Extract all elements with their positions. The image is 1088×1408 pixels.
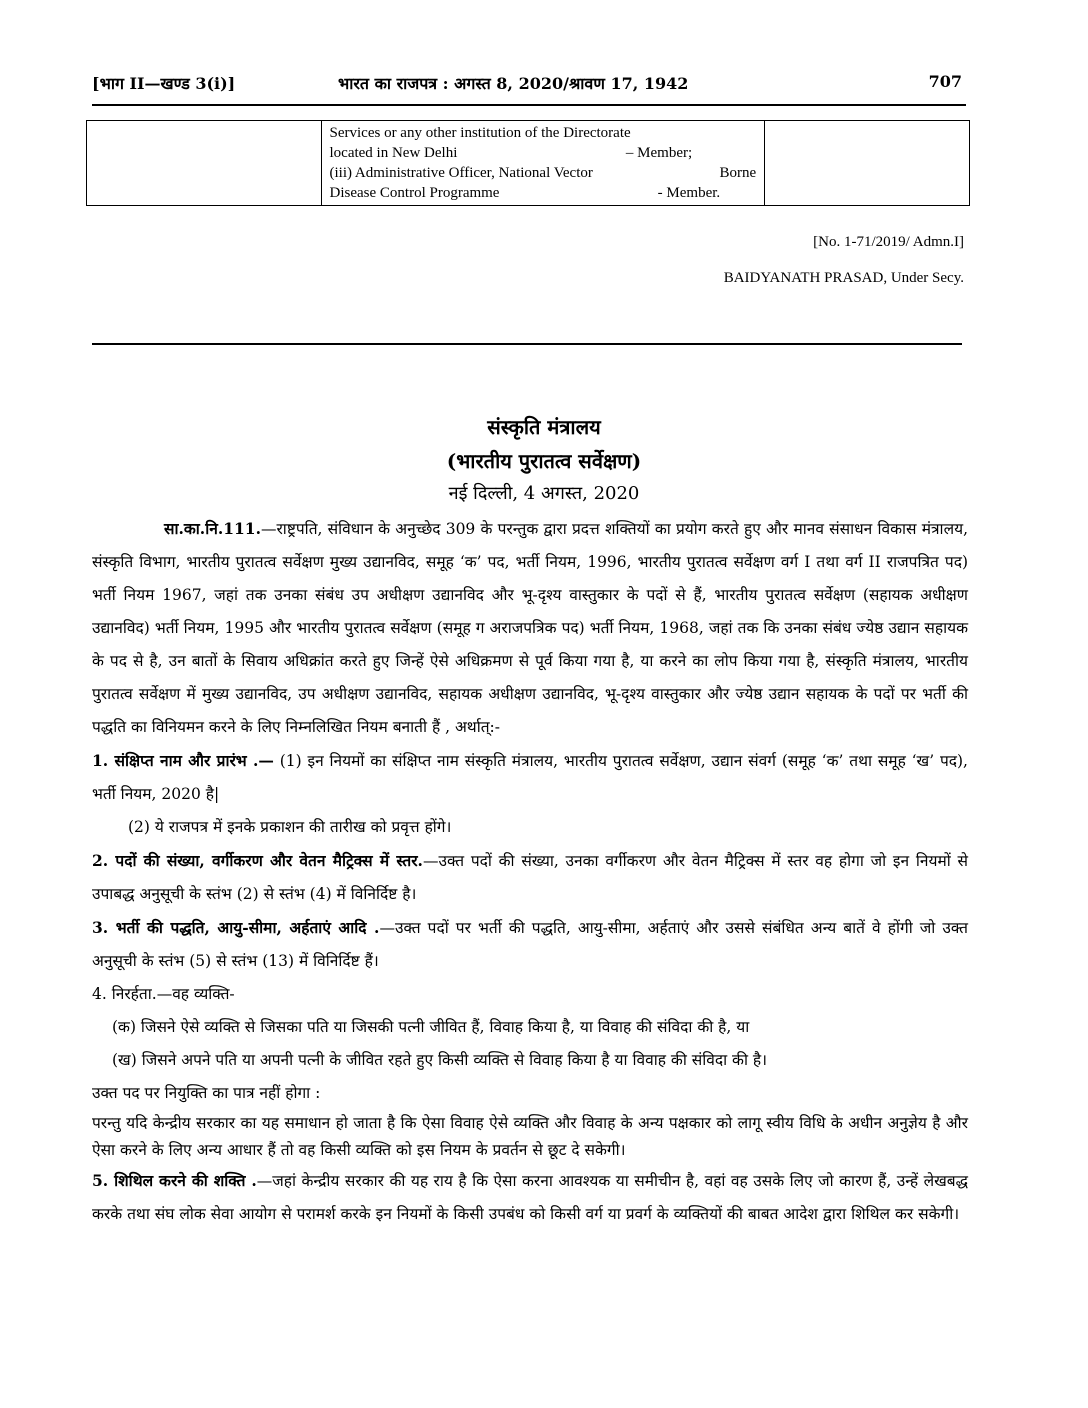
signatory: BAIDYANATH PRASAD, Under Secy. [723,270,964,286]
notification-number: सा.का.नि.111. [164,519,261,538]
rule-1-heading: 1. संक्षिप्त नाम और प्रारंभ .— [92,751,274,770]
table-line-role: – Member; [625,145,693,161]
rule-5-text: —जहां केन्द्रीय सरकार की यह राय है कि ऐसा करना आवश्यक या समीचीन है, वहां वह उसके लिए जो कारण हैं, उन्हें लेखबद्ध करके तथा संघ लोक सेवा आयोग से परामर्श करके इन नियमों के किसी उपबंध को किसी वर्ग या प्रवर्ग के व्यक्तियों की बाबत आदेश द्वारा शिथिल कर सकेगी। [92,1172,968,1223]
table-line-text: (iii) Administrative Officer, National Vector [329,165,593,181]
rule-3-text: —उक्त पदों पर भर्ती की पद्धति, आयु-सीमा, अर्हताएं और उससे संबंधित अन्य बातें वे होंगी जो उक्त अनुसूची के स्तंभ (5) से स्तंभ (13) में विनिर्दिष्ट हैं। [92,919,969,970]
table-cell-members [321,121,765,206]
rule-3-heading: 3. भर्ती की पद्धति, आयु-सीमा, अर्हताएं आदि . [92,918,380,937]
rule-4-text: —वह व्यक्ति- [156,985,235,1003]
rule-4-proviso: परन्तु यदि केन्द्रीय सरकार का यह समाधान हो जाता है कि ऐसा विवाह ऐसे व्यक्ति और विवाह के अन्य पक्षकार को लागू स्वीय विधि के अधीन अनुज्ञेय है और ऐसा करने के लिए अन्य आधार हैं तो वह किसी व्यक्ति को इस नियम के प्रवर्तन से छूट दे सकेगी। [92,1114,968,1159]
table-line-text: Disease Control Programme [329,185,500,201]
rule-1-sub-2: (2) ये राजपत्र में इनके प्रकाशन की तारीख को प्रवृत्त होंगे। [128,818,452,836]
header-divider [92,104,966,106]
ministry-title: संस्कृति मंत्रालय [487,415,601,439]
rule-3 [92,911,968,978]
table-line-text: Services or any other institution of the Directorate [329,125,631,141]
preamble-paragraph [92,512,968,744]
table-row [87,121,970,206]
table-line [330,183,757,203]
table-cell-empty-right [765,121,970,206]
gazette-part-label: [भाग II—खण्ड 3(i)] [92,74,236,93]
table-line-role: - Member. [657,185,721,201]
table-line [330,143,757,163]
table-cell-empty-left [87,121,322,206]
rule-4-clause-a: (क) जिसने ऐसे व्यक्ति से जिसका पति या जिसकी पत्नी जीवित हैं, विवाह किया है, या विवाह की संविदा की है, या [112,1018,750,1036]
continuation-table [86,120,970,206]
rule-4 [92,978,968,1011]
table-line-text: located in New Delhi [329,145,458,161]
gazette-title-date: भारत का राजपत्र : अगस्त 8, 2020/श्रावण 17, 1942 [338,74,689,93]
rule-5-heading: 5. शिथिल करने की शक्ति . [92,1171,257,1190]
department-title: (भारतीय पुरातत्व सर्वेक्षण) [446,449,642,473]
place-date: नई दिल्ली, 4 अगस्त, 2020 [448,483,640,504]
rule-2-text: —उक्त पदों की संख्या, उनका वर्गीकरण और वेतन मैट्रिक्स में स्तर वह होगा जो इन नियमों से उपाबद्ध अनुसूची के स्तंभ (2) से स्तंभ (4) में विनिर्दिष्ट है। [92,852,968,903]
reference-number: [No. 1-71/2019/ Admn.I] [813,234,964,250]
rule-2-heading: 2. पदों की संख्या, वर्गीकरण और वेतन मैट्रिक्स में स्तर. [92,851,423,870]
preamble-text: —राष्ट्रपति, संविधान के अनुच्छेद 309 के परन्तुक द्वारा प्रदत्त शक्तियों का प्रयोग करते हुए और मानव संसाधन विकास मंत्रालय, संस्कृति विभाग, भारतीय पुरातत्व सर्वेक्षण मुख्य उद्यानविद, समूह ‘क’ पद, भर्ती नियम, 1996, भारतीय पुरातत्व सर्वेक्षण वर्ग I तथा वर्ग II राजपत्रित पद) भर्ती नियम 1967, जहां तक उनका संबंध उप अधीक्षण उद्यानविद और भू-दृश्य वास्तुकार के पदों से हैं, भारतीय पुरातत्व सर्वेक्षण (सहायक अधीक्षण उद्यानविद) भर्ती नियम, 1995 और भारतीय पुरातत्व सर्वेक्षण (समूह ग अराजपत्रिक पद) भर्ती नियम, 1968, जहां तक कि उनका संबंध ज्येष्ठ उद्यान सहायक के पद से है, उन बातों के सिवाय अधिक्रांत करते हुए जिन्हें ऐसे अधिक्रमण से पूर्व किया गया है, या करने का लोप किया गया है, संस्कृति मंत्रालय, भारतीय पुरातत्व सर्वेक्षण में मुख्य उद्यानविद, उप अधीक्षण उद्यानविद, सहायक अधीक्षण उद्यानविद, भू-दृश्य वास्तुकार और ज्येष्ठ उद्यान सहायक के पदों पर भर्ती की पद्धति का विनियमन करने के लिए निम्नलिखित नियम बनाती हैं , अर्थात्:- [92,520,968,736]
rule-1 [92,744,968,811]
rule-4-ineligible: उक्त पद पर नियुक्ति का पात्र नहीं होगा : [92,1084,321,1102]
table-line [330,163,757,183]
section-divider [92,343,962,345]
notification-body [92,512,968,1231]
gazette-header [92,72,962,98]
rule-4-clause-b: (ख) जिसने अपने पति या अपनी पत्नी के जीवित रहते हुए किसी व्यक्ति से विवाह किया है या विवाह की संविदा की है। [112,1051,767,1069]
table-line [330,123,757,143]
page-number: 707 [928,72,962,91]
rule-4-heading: 4. निरर्हता. [92,985,157,1003]
rule-5 [92,1164,968,1231]
rule-1-text: (1) इन नियमों का संक्षिप्त नाम संस्कृति मंत्रालय, भारतीय पुरातत्व सर्वेक्षण, उद्यान संवर्ग (समूह ‘क’ तथा समूह ‘ख’ पद), भर्ती नियम, 2020 है| [92,752,968,803]
rule-2 [92,844,968,911]
table-line-role: Borne [719,165,757,181]
